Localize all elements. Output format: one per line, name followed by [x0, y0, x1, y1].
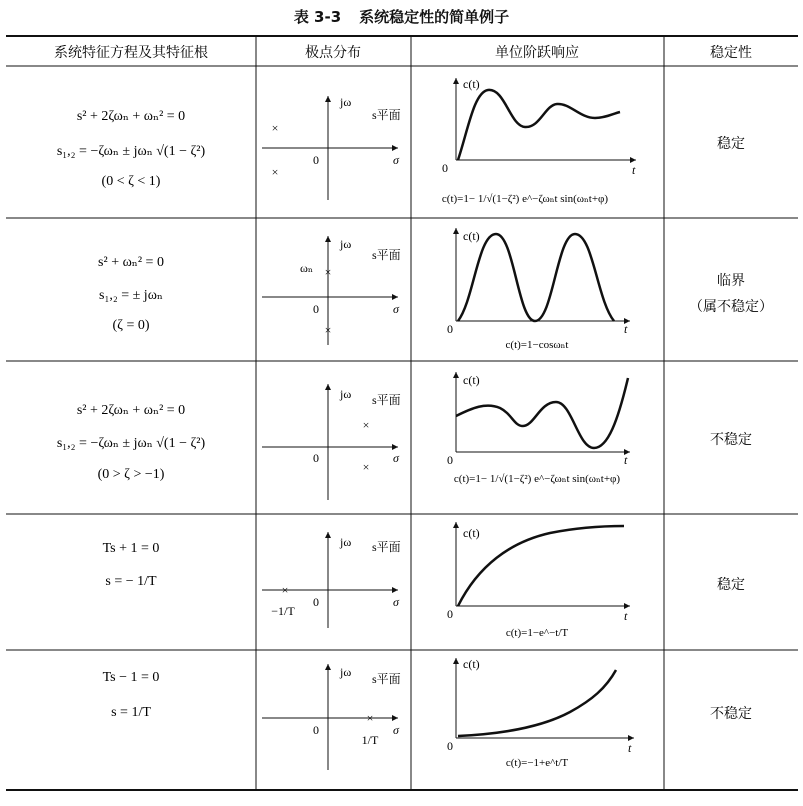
row5-pole-plot [262, 664, 401, 770]
pole-label: ωₙ [300, 261, 314, 275]
response-curve [458, 234, 614, 321]
row5-step-plot [447, 657, 634, 769]
header-equation: 系统特征方程及其特征根 [54, 45, 208, 61]
row2-stability-note: （属不稳定） [689, 299, 773, 315]
c-label: c(t) [463, 657, 480, 671]
origin-label: 0 [313, 302, 319, 316]
t-label: t [624, 609, 628, 623]
jw-label: jω [340, 95, 352, 109]
row-4 [103, 522, 745, 639]
sigma-label: σ [393, 451, 399, 465]
sigma-label: σ [393, 153, 399, 167]
row2-step-plot [447, 228, 630, 351]
response-curve [458, 90, 620, 160]
pole-label: 1/T [361, 733, 379, 747]
pole-marker: × [281, 583, 289, 597]
s-plane-label: s平面 [372, 248, 401, 262]
t-label: t [632, 163, 636, 177]
row3-equation: s² + 2ζωₙ + ωₙ² = 0 [76, 403, 186, 418]
origin-label: 0 [442, 161, 448, 175]
origin-label: 0 [447, 607, 453, 621]
row4-stability: 稳定 [717, 577, 745, 593]
c-arrow [453, 78, 459, 84]
row3-response-formula: c(t)=1− 1/√(1−ζ²) e^−ζωₙt sin(ωₙt+φ) [453, 473, 621, 485]
row-3 [57, 372, 752, 500]
origin-label: 0 [447, 322, 453, 336]
row-5 [103, 657, 752, 770]
c-label: c(t) [463, 373, 480, 387]
row2-equation: s² + ωₙ² = 0 [98, 255, 164, 270]
response-curve [458, 526, 624, 606]
row4-response-formula: c(t)=1−e^−t/T [505, 627, 569, 639]
c-label: c(t) [463, 77, 480, 91]
row1-roots: s₁,₂ = −ζωₙ ± jωₙ √(1 − ζ²) [56, 144, 206, 159]
t-label: t [628, 741, 632, 755]
row3-stability: 不稳定 [710, 432, 752, 448]
row5-root: s = 1/T [111, 705, 151, 720]
pole-marker: × [271, 121, 279, 135]
pole-marker: × [324, 323, 332, 337]
origin-label: 0 [313, 723, 319, 737]
sigma-label: σ [393, 595, 399, 609]
response-curve [458, 670, 616, 736]
response-curve [456, 378, 628, 448]
row2-pole-plot [262, 236, 401, 345]
row4-root: s = − 1/T [105, 574, 157, 589]
row4-equation: Ts + 1 = 0 [102, 541, 160, 556]
sigma-arrow [392, 145, 398, 151]
origin-label: 0 [447, 739, 453, 753]
jw-label: jω [340, 535, 352, 549]
jw-arrow [325, 96, 331, 102]
row1-response-formula: c(t)=1− 1/√(1−ζ²) e^−ζωₙt sin(ωₙt+φ) [441, 193, 609, 205]
s-plane-label: s平面 [372, 108, 401, 122]
s-plane-label: s平面 [372, 393, 401, 407]
header-step-response: 单位阶跃响应 [495, 45, 579, 61]
sigma-label: σ [393, 302, 399, 316]
caption-title: 系统稳定性的简单例子 [359, 8, 510, 26]
row5-equation: Ts − 1 = 0 [102, 670, 160, 685]
row2-stability: 临界 [717, 273, 745, 289]
sigma-label: σ [393, 723, 399, 737]
row-2 [98, 228, 773, 351]
row3-step-plot [447, 372, 630, 485]
jw-label: jω [340, 237, 352, 251]
row1-stability: 稳定 [717, 136, 745, 152]
row3-pole-plot [262, 384, 401, 500]
row1-equation: s² + 2ζωₙ + ωₙ² = 0 [76, 109, 186, 124]
header-stability: 稳定性 [710, 45, 752, 61]
caption-number: 表 3-3 [293, 8, 342, 26]
row1-condition: (0 < ζ < 1) [101, 174, 161, 189]
origin-label: 0 [447, 453, 453, 467]
pole-marker: × [362, 418, 370, 432]
pole-marker: × [362, 460, 370, 474]
pole-label: −1/T [271, 604, 295, 618]
s-plane-label: s平面 [372, 540, 401, 554]
origin-label: 0 [313, 595, 319, 609]
row2-response-formula: c(t)=1−cosωₙt [505, 339, 569, 351]
row2-roots: s₁,₂ = ± jωₙ [99, 288, 163, 303]
origin-label: 0 [313, 451, 319, 465]
row3-roots: s₁,₂ = −ζωₙ ± jωₙ √(1 − ζ²) [56, 436, 206, 451]
row3-condition: (0 > ζ > −1) [97, 467, 165, 482]
pole-marker: × [271, 165, 279, 179]
jw-label: jω [340, 387, 352, 401]
c-label: c(t) [463, 229, 480, 243]
c-label: c(t) [463, 526, 480, 540]
row2-condition: (ζ = 0) [112, 318, 150, 333]
header-poles: 极点分布 [305, 45, 361, 61]
t-label: t [624, 453, 628, 467]
pole-marker: × [324, 265, 332, 279]
row-1 [57, 77, 745, 205]
origin-label: 0 [313, 153, 319, 167]
row5-response-formula: c(t)=−1+e^t/T [505, 757, 569, 769]
t-label: t [624, 322, 628, 336]
jw-label: jω [340, 665, 352, 679]
row4-pole-plot [262, 532, 401, 628]
row5-stability: 不稳定 [710, 706, 752, 722]
s-plane-label: s平面 [372, 672, 401, 686]
row1-step-plot [442, 77, 636, 205]
pole-marker: × [366, 711, 374, 725]
row4-step-plot [447, 522, 630, 639]
row1-pole-plot [262, 95, 401, 200]
